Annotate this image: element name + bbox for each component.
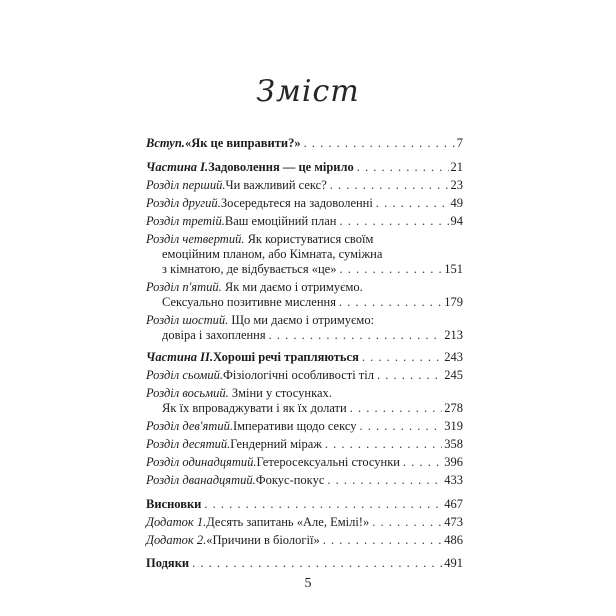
toc-entry-label: Розділ одинадцятий. (146, 455, 257, 469)
toc-entry-page: 433 (444, 473, 463, 487)
toc-entry-text: Як їх впроваджувати і як їх долати (162, 401, 347, 415)
dot-leader (372, 515, 442, 530)
toc-entry-chapter-11[interactable] (146, 455, 463, 470)
toc-entry-text: Зміни у стосунках. (228, 386, 332, 400)
toc-entry-page: 49 (450, 196, 463, 210)
toc-entry-page: 94 (450, 214, 463, 228)
dot-leader (327, 473, 442, 488)
toc-entry-chapter-4-line-1[interactable] (146, 232, 373, 247)
dot-leader (330, 178, 449, 193)
toc-entry-appendix-2[interactable] (146, 533, 463, 548)
toc-entry-chapter-2[interactable] (146, 196, 463, 211)
dot-leader (304, 136, 455, 151)
toc-entry-label: Розділ шостий. (146, 313, 229, 327)
toc-entry-page: 491 (444, 556, 463, 570)
toc-entry-label: Додаток 2. (146, 533, 207, 547)
toc-entry-label: Розділ восьмий. (146, 386, 229, 400)
toc-entry-text: Як ми даємо і отримуємо. (221, 280, 363, 294)
dot-leader (339, 262, 442, 277)
toc-entry-label: Подяки (146, 556, 190, 570)
toc-entry-text: Фокус-покус (255, 473, 325, 487)
toc-entry-label: Розділ дев'ятий. (146, 419, 233, 433)
toc-entry-page: 7 (456, 136, 463, 150)
toc-entry-chapter-6-line-2[interactable] (162, 328, 463, 343)
toc-entry-text: Хороші речі трапляються (213, 350, 359, 364)
dot-leader (360, 419, 443, 434)
toc-entry-chapter-3[interactable] (146, 214, 463, 229)
toc-entry-label: Розділ третій. (146, 214, 225, 228)
toc-entry-page: 473 (444, 515, 463, 529)
toc-entry-text: Десять запитань «Але, Емілі!» (206, 515, 370, 529)
toc-entry-appendix-1[interactable] (146, 515, 463, 530)
toc-entry-chapter-4-line-3[interactable] (162, 262, 463, 277)
toc-entry-page: 151 (444, 262, 463, 276)
toc-entry-text: «Як це виправити?» (184, 136, 301, 150)
toc-entry-part-2[interactable] (146, 350, 463, 365)
toc-entry-chapter-7[interactable] (146, 368, 463, 383)
toc-entry-text: Що ми даємо і отримуємо: (228, 313, 375, 327)
dot-leader (350, 401, 443, 416)
toc-entry-page: 278 (444, 401, 463, 415)
dot-leader (376, 196, 449, 211)
toc-entry-label: Вступ. (146, 136, 185, 150)
toc-entry-chapter-1[interactable] (146, 178, 463, 193)
toc-entry-label: Додаток 1. (146, 515, 207, 529)
toc-entry-chapter-4-line-2: емоційним планом, або Кімната, суміжна (162, 247, 383, 261)
toc-entry-label: Розділ сьомий. (146, 368, 223, 382)
toc-entry-text: Сексуально позитивне мислення (162, 295, 336, 309)
dot-leader (362, 350, 442, 365)
toc-entry-chapter-12[interactable] (146, 473, 463, 488)
dot-leader (204, 497, 442, 512)
dot-leader (377, 368, 442, 383)
toc-entry-page: 396 (444, 455, 463, 469)
toc-entry-chapter-9[interactable] (146, 419, 463, 434)
toc-entry-text: Задоволення — це мірило (208, 160, 354, 174)
page-number: 5 (304, 576, 312, 591)
toc-entry-page: 319 (444, 419, 463, 433)
toc-entry-page: 213 (444, 328, 463, 342)
toc-entry-label: Розділ четвертий. (146, 232, 245, 246)
dot-leader (325, 437, 442, 452)
toc-entry-page: 21 (450, 160, 463, 174)
dot-leader (323, 533, 443, 548)
toc-entry-page: 243 (444, 350, 463, 364)
toc-entry-text: Фізіологічні особливості тіл (222, 368, 374, 382)
toc-entry-intro[interactable] (146, 136, 463, 151)
toc-entry-page: 179 (444, 295, 463, 309)
toc-entry-page: 358 (444, 437, 463, 451)
toc-entry-text: Чи важливий секс? (225, 178, 327, 192)
toc-entry-part-1[interactable] (146, 160, 463, 175)
toc-entry-page: 245 (444, 368, 463, 382)
toc-entry-label: Частина I. (146, 160, 209, 174)
toc-entry-page: 467 (444, 497, 463, 511)
dot-leader (269, 328, 443, 343)
toc-entry-text: «Причини в біології» (206, 533, 320, 547)
toc-entry-chapter-5-line-2[interactable] (162, 295, 463, 310)
toc-entry-label: Розділ дванадцятий. (146, 473, 256, 487)
toc-entry-page: 486 (444, 533, 463, 547)
toc-entry-label: Розділ п'ятий. (146, 280, 222, 294)
toc-entry-text: Імперативи щодо сексу (232, 419, 357, 433)
toc-entry-label: Висновки (146, 497, 202, 511)
toc-entry-text: Гендерний міраж (230, 437, 322, 451)
toc-entry-acknowledgements[interactable] (146, 556, 463, 571)
page-title: Зміст (256, 74, 360, 109)
toc-entry-label: Розділ другий. (146, 196, 221, 210)
dot-leader (339, 214, 448, 229)
toc-entry-text: довіра і захоплення (162, 328, 266, 342)
toc-entry-chapter-8-line-1[interactable] (146, 386, 332, 401)
toc-entry-text: з кімнатою, де відбувається «це» (162, 262, 337, 276)
dot-leader (357, 160, 449, 175)
toc-entry-page: 23 (450, 178, 463, 192)
toc-entry-chapter-6-line-1[interactable] (146, 313, 374, 328)
dot-leader (192, 556, 442, 571)
toc-entry-label: Розділ десятий. (146, 437, 231, 451)
toc-entry-conclusions[interactable] (146, 497, 463, 512)
toc-entry-chapter-8-line-2[interactable] (162, 401, 463, 416)
dot-leader (339, 295, 442, 310)
toc-entry-label: Частина II. (146, 350, 213, 364)
toc-entry-text: Гетеросексуальні стосунки (256, 455, 400, 469)
dot-leader (403, 455, 442, 470)
toc-entry-chapter-5-line-1[interactable] (146, 280, 363, 295)
toc-entry-label: Розділ перший. (146, 178, 226, 192)
toc-entry-text: Як користуватися своїм (244, 232, 374, 246)
toc-entry-chapter-10[interactable] (146, 437, 463, 452)
toc-entry-text: Ваш емоційний план (224, 214, 337, 228)
toc-entry-text: Зосередьтеся на задоволенні (220, 196, 373, 210)
